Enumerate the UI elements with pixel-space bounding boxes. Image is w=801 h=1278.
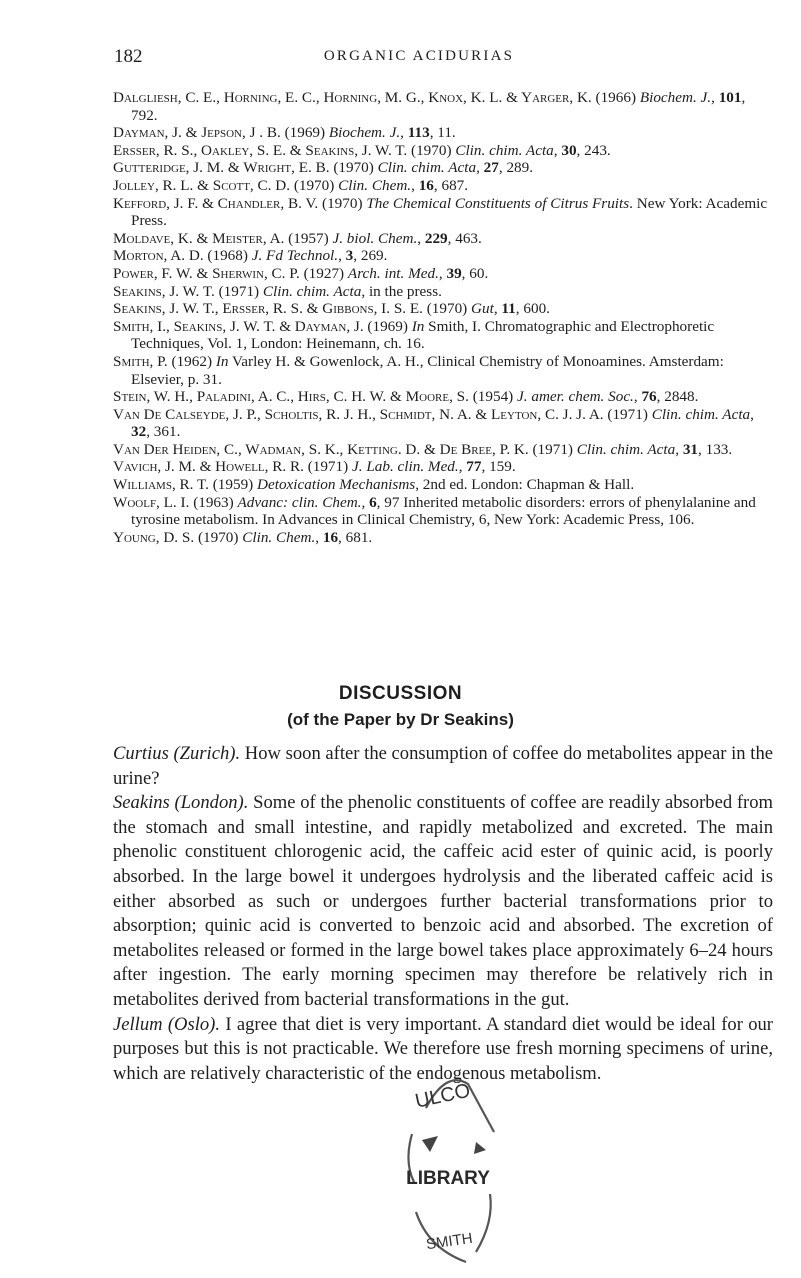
reference-list: [113, 89, 768, 546]
reference-year: (1971): [303, 458, 352, 476]
reference-item: [113, 406, 768, 441]
running-head: ORGANIC ACIDURIAS: [323, 48, 515, 64]
reference-separator: ,: [315, 528, 323, 546]
reference-volume: 16: [322, 528, 339, 546]
reference-item: [113, 283, 768, 301]
reference-authors: Van Der Heiden, C., Wadman, S. K., Ketting. D. & De Bree, P. K.: [113, 440, 529, 458]
discussion-paragraph: [113, 742, 773, 791]
reference-item: [113, 388, 768, 406]
reference-separator: ,: [458, 458, 467, 476]
reference-details: , 269.: [353, 247, 388, 265]
reference-authors: Seakins, J. W. T., Ersser, R. S. & Gibbons, I. S. E.: [113, 300, 423, 318]
reference-separator: .: [629, 194, 637, 212]
reference-year: (1970): [194, 528, 243, 546]
reference-details: , 361.: [146, 423, 181, 441]
reference-item: [113, 159, 768, 177]
reference-authors: Williams, R. T.: [113, 476, 209, 494]
reference-details: Smith, I. Chromatographic and Electrophoretic Techniques, Vol. 1, London: Heinemann, ch. 16.: [131, 317, 715, 353]
reference-year: (1969): [363, 317, 412, 335]
reference-volume: 16: [418, 176, 434, 194]
stamp-star-icon: [474, 1142, 486, 1154]
reference-item: [113, 265, 768, 283]
reference-year: (1959): [208, 476, 258, 494]
reference-year: (1962): [167, 352, 216, 370]
reference-year: (1927): [299, 264, 348, 282]
reference-item: [113, 124, 768, 142]
reference-year: (1963): [189, 493, 238, 511]
reference-separator: ,: [338, 247, 346, 265]
reference-details: , 681.: [338, 528, 373, 546]
reference-item: [113, 441, 768, 459]
discussion-subtitle: (of the Paper by Dr Seakins): [287, 710, 514, 729]
reference-authors: Ersser, R. S., Oakley, S. E. & Seakins, J. W. T.: [113, 141, 408, 159]
discussion-body: [113, 742, 773, 1086]
reference-separator: ,: [417, 229, 425, 247]
page-header: [94, 46, 744, 76]
reference-authors: Woolf, L. I.: [113, 493, 190, 511]
paragraph-text: Some of the phenolic constituents of coffee are readily absorbed from the stomach and small intestine, and rapidly metabolized and excreted. The main phenolic constituent chlorogenic acid, the caffeic acid ester of quinic acid, is poorly absorbed. In the large bowel it undergoes hydrolysis and the liberated caffeic acid is either absorbed as such or undergoes further bacterial transformations prior to absorption; quinic acid is converted to benzoic acid and absorbed. The excretion of metabolites released or formed in the large bowel takes place approximately 6–24 hours after ingestion. The early morning specimen may therefore be relatively rich in metabolites derived from bacterial transformations in the gut.: [113, 792, 773, 1010]
reference-item: [113, 177, 768, 195]
reference-journal: Arch. int. Med.: [347, 264, 439, 282]
reference-authors: Gutteridge, J. M. & Wright, E. B.: [113, 159, 330, 177]
reference-authors: Kefford, J. F. & Chandler, B. V.: [113, 194, 319, 212]
reference-details: , 289.: [498, 159, 534, 177]
reference-year: (1970): [290, 176, 339, 194]
reference-separator: ,: [361, 493, 370, 511]
paragraph-text: I agree that diet is very important. A standard diet would be ideal for our purposes but this is not practicable. We therefore use fresh morning specimens of urine, which are relatively characteristic of the endogenous metabolism.: [113, 1013, 773, 1084]
reference-authors: Seakins, J. W. T.: [113, 282, 215, 300]
reference-volume: 77: [466, 458, 482, 476]
stamp-top-text: ULCO: [413, 1079, 473, 1113]
reference-volume: 3: [345, 247, 354, 265]
reference-volume: 39: [446, 264, 462, 282]
reference-details: , 159.: [481, 458, 516, 476]
reference-year: (1968): [203, 247, 252, 265]
reference-journal: Clin. chim. Acta: [576, 440, 676, 458]
reference-volume: 101: [718, 89, 742, 106]
reference-journal: J. Lab. clin. Med.: [351, 458, 459, 476]
reference-details: , 243.: [576, 141, 611, 159]
reference-item: [113, 458, 768, 476]
reference-journal: J. biol. Chem.: [332, 229, 418, 247]
reference-journal: Clin. chim. Acta: [455, 141, 554, 159]
reference-year: (1969): [280, 124, 329, 142]
reference-item: [113, 318, 768, 353]
reference-year: (1966): [591, 89, 640, 106]
reference-details: in the press.: [368, 282, 442, 300]
reference-separator: ,: [633, 388, 642, 406]
reference-authors: Power, F. W. & Sherwin, C. P.: [113, 264, 300, 282]
reference-item: [113, 230, 768, 248]
reference-year: (1971): [528, 440, 577, 458]
reference-item: [113, 476, 768, 494]
reference-separator: ,: [476, 159, 484, 177]
reference-year: (1954): [468, 388, 518, 406]
reference-authors: Dayman, J. & Jepson, J . B.: [113, 124, 281, 142]
page-number: 182: [114, 46, 143, 67]
reference-volume: 113: [407, 124, 430, 142]
paragraph-text: How soon after the consumption of coffee do metabolites appear in the urine?: [113, 743, 773, 789]
reference-separator: ,: [411, 176, 419, 194]
reference-separator: ,: [711, 89, 719, 106]
reference-details: , 687.: [433, 176, 469, 194]
reference-journal: Gut: [471, 300, 494, 318]
speaker-name: Curtius (Zurich).: [113, 743, 241, 764]
reference-journal: Advanc: clin. Chem.: [237, 493, 362, 511]
stamp-star-icon: [422, 1136, 438, 1152]
reference-year: (1970): [318, 194, 367, 212]
reference-authors: Smith, I., Seakins, J. W. T. & Dayman, J.: [113, 317, 364, 335]
reference-volume: 6: [369, 493, 377, 511]
reference-volume: 27: [483, 159, 499, 177]
reference-journal: Clin. chim. Acta: [651, 405, 751, 423]
reference-authors: Vavich, J. M. & Howell, R. R.: [113, 458, 304, 476]
stamp-center-text: LIBRARY: [406, 1168, 490, 1189]
reference-item: [113, 142, 768, 160]
reference-journal: Biochem. J.: [639, 89, 712, 106]
reference-separator: ,: [415, 476, 423, 494]
reference-separator: ,: [400, 124, 408, 142]
discussion-title: DISCUSSION: [338, 683, 463, 704]
reference-year: (1957): [284, 229, 333, 247]
reference-journal: In: [411, 317, 425, 335]
reference-journal: J. Fd Technol.: [251, 247, 339, 265]
reference-authors: Smith, P.: [113, 352, 168, 370]
reference-year: (1971): [603, 405, 652, 423]
reference-details: , 463.: [447, 229, 482, 247]
stamp-bottom-text: SMITH: [425, 1229, 474, 1254]
reference-details: , 97 Inherited metabolic disorders: errors of phenylalanine and tyrosine metabolism. In Advances in Clinical Chemistry, 6, New York: Academic Press, 106.: [131, 493, 756, 529]
reference-year: (1971): [214, 282, 263, 300]
reference-item: [113, 89, 768, 124]
speaker-name: Jellum (Oslo).: [113, 1013, 221, 1035]
reference-authors: Dalgliesh, C. E., Horning, E. C., Horning, M. G., Knox, K. L. & Yarger, K.: [113, 89, 592, 106]
reference-journal: Clin. Chem.: [242, 528, 316, 546]
reference-authors: Young, D. S.: [113, 528, 195, 546]
reference-volume: 76: [641, 388, 657, 406]
reference-separator: ,: [675, 440, 683, 458]
reference-separator: ,: [438, 264, 447, 282]
reference-volume: 30: [561, 141, 577, 159]
reference-separator: ,: [750, 405, 754, 423]
reference-separator: ,: [493, 300, 502, 318]
reference-item: [113, 300, 768, 318]
reference-item: [113, 529, 768, 547]
library-stamp: [386, 1062, 508, 1272]
reference-journal: Biochem. J.: [328, 124, 401, 142]
reference-authors: Morton, A. D.: [113, 247, 204, 265]
discussion-paragraph: [113, 791, 773, 1012]
reference-separator: ,: [553, 141, 562, 159]
reference-volume: 11: [501, 300, 516, 318]
reference-volume: 32: [131, 423, 147, 441]
reference-journal: Clin. chim. Acta: [377, 159, 477, 177]
reference-details: , 11.: [429, 124, 456, 142]
reference-journal: J. amer. chem. Soc.: [517, 388, 634, 406]
reference-details: , 133.: [698, 440, 733, 458]
reference-item: [113, 494, 768, 529]
reference-journal: Detoxication Mechanisms: [257, 476, 416, 494]
reference-authors: Moldave, K. & Meister, A.: [113, 229, 285, 247]
reference-item: [113, 195, 768, 230]
reference-journal: Clin. Chem.: [338, 176, 412, 194]
reference-year: (1970): [329, 159, 378, 177]
reference-year: (1970): [422, 300, 472, 318]
reference-separator: ,: [361, 282, 369, 300]
reference-details: , 2848.: [656, 388, 699, 406]
reference-details: , 792.: [131, 89, 746, 124]
reference-journal: Clin. chim. Acta: [262, 282, 362, 300]
reference-year: (1970): [407, 141, 456, 159]
reference-authors: Jolley, R. L. & Scott, C. D.: [113, 176, 291, 194]
reference-volume: 229: [424, 229, 448, 247]
reference-details: Varley H. & Gowenlock, A. H., Clinical Chemistry of Monoamines. Amsterdam: Elsevier, p. 31.: [131, 352, 724, 388]
reference-details: , 60.: [461, 264, 489, 282]
reference-details: New York: Academic Press.: [131, 194, 768, 230]
reference-authors: Van De Calseyde, J. P., Scholtis, R. J. H., Schmidt, N. A. & Leyton, C. J. J. A.: [113, 405, 604, 423]
reference-authors: Stein, W. H., Paladini, A. C., Hirs, C. H. W. & Moore, S.: [113, 388, 469, 406]
reference-item: [113, 353, 768, 388]
reference-details: 2nd ed. London: Chapman & Hall.: [422, 476, 635, 494]
speaker-name: Seakins (London).: [113, 792, 249, 814]
reference-volume: 31: [682, 440, 699, 458]
reference-item: [113, 247, 768, 265]
reference-journal: In: [215, 352, 229, 370]
reference-details: , 600.: [515, 300, 550, 318]
reference-journal: The Chemical Constituents of Citrus Fruits: [366, 194, 630, 212]
